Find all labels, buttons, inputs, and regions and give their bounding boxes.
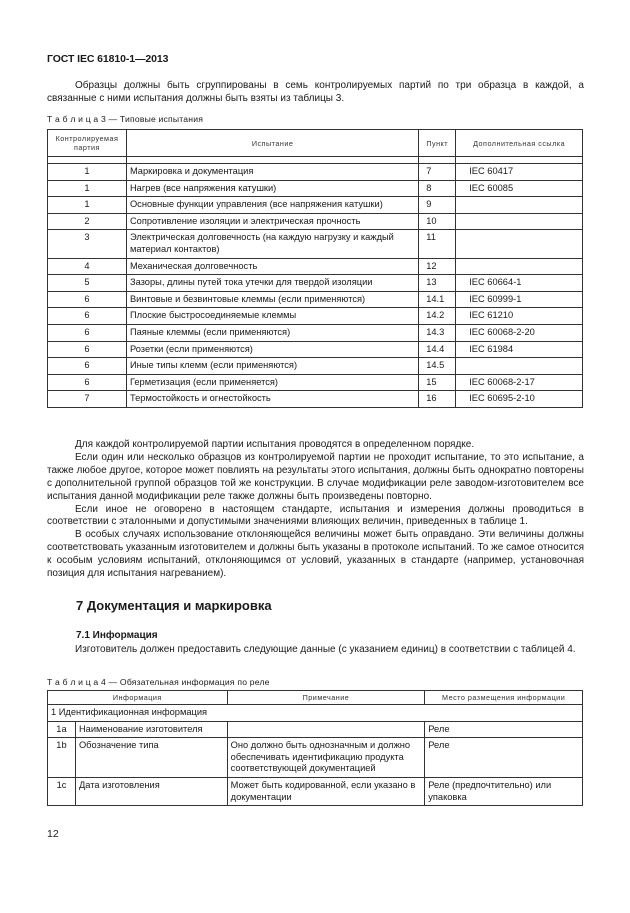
note-cell: Оно должно быть однозначным и должно обеспечивать идентификацию продукта соответствующей документацией <box>227 738 425 778</box>
test-cell: Зазоры, длины путей тока утечки для твердой изоляции <box>126 275 418 292</box>
test-cell: Винтовые и безвинтовые клеммы (если применяются) <box>126 291 418 308</box>
clause-cell: 14.5 <box>419 358 456 375</box>
intro-paragraph: Образцы должны быть сгруппированы в семь контролируемых партий по три образца в каждой, а связанные с ними испытания должны быть взяты из таблицы 3. <box>47 80 584 104</box>
table4-group-row <box>48 705 583 722</box>
table-row <box>48 324 583 341</box>
table-row <box>48 230 583 258</box>
section-title: 7 Документация и маркировка <box>76 598 272 613</box>
test-cell: Герметизация (если применяется) <box>126 374 418 391</box>
lot-cell: 4 <box>48 258 127 275</box>
test-cell: Иные типы клемм (если применяются) <box>126 358 418 375</box>
table-row <box>48 374 583 391</box>
clause-cell: 16 <box>419 391 456 408</box>
test-cell: Паяные клеммы (если применяются) <box>126 324 418 341</box>
place-cell: Реле (предпочтительно) или упаковка <box>425 777 583 805</box>
table3-header-test: Испытание <box>126 130 418 157</box>
table4-body <box>48 705 583 806</box>
lot-cell: 6 <box>48 308 127 325</box>
clause-cell: 13 <box>419 275 456 292</box>
table-row <box>48 213 583 230</box>
page-number: 12 <box>47 828 59 840</box>
clause-cell: 15 <box>419 374 456 391</box>
lot-cell: 6 <box>48 324 127 341</box>
table-row <box>48 721 583 738</box>
table-row <box>48 258 583 275</box>
note-cell: Может быть кодированной, если указано в документации <box>227 777 425 805</box>
subsection-text: Изготовитель должен предоставить следующие данные (с указанием единиц) в соответствии с таблицей 4. <box>75 644 576 655</box>
lot-cell: 6 <box>48 358 127 375</box>
lot-cell: 6 <box>48 374 127 391</box>
note-cell <box>227 721 425 738</box>
test-cell: Сопротивление изоляции и электрическая прочность <box>126 213 418 230</box>
body-paragraphs <box>47 439 584 581</box>
test-cell: Маркировка и документация <box>126 164 418 181</box>
table3-caption: Т а б л и ц а 3 — Типовые испытания <box>47 114 204 124</box>
subsection-title: 7.1 Информация <box>76 630 158 641</box>
clause-cell: 8 <box>419 180 456 197</box>
test-cell: Механическая долговечность <box>126 258 418 275</box>
clause-cell: 7 <box>419 164 456 181</box>
reference-cell: IEC 60068-2-17 <box>456 374 583 391</box>
test-cell: Плоские быстросоединяемые клеммы <box>126 308 418 325</box>
item-code-cell: 1a <box>48 721 76 738</box>
lot-cell: 1 <box>48 197 127 214</box>
clause-cell: 10 <box>419 213 456 230</box>
lot-cell: 7 <box>48 391 127 408</box>
table-row <box>48 180 583 197</box>
test-cell: Термостойкость и огнестойкость <box>126 391 418 408</box>
item-code-cell: 1c <box>48 777 76 805</box>
reference-cell: IEC 60664-1 <box>456 275 583 292</box>
place-cell: Реле <box>425 738 583 778</box>
paragraph-order: Для каждой контролируемой партии испытания проводятся в определенном порядке. <box>75 439 475 450</box>
clause-cell: 11 <box>419 230 456 258</box>
test-cell: Розетки (если применяются) <box>126 341 418 358</box>
reference-cell: IEC 60417 <box>456 164 583 181</box>
info-cell: Наименование изготовителя <box>75 721 227 738</box>
test-cell: Нагрев (все напряжения катушки) <box>126 180 418 197</box>
item-code-cell: 1b <box>48 738 76 778</box>
table4-group-label: 1 Идентификационная информация <box>48 705 583 722</box>
reference-cell: IEC 60068-2-20 <box>456 324 583 341</box>
table-row <box>48 275 583 292</box>
info-cell: Обозначение типа <box>75 738 227 778</box>
clause-cell: 14.4 <box>419 341 456 358</box>
reference-cell <box>456 197 583 214</box>
reference-cell: IEC 60695-2-10 <box>456 391 583 408</box>
lot-cell: 3 <box>48 230 127 258</box>
table3-spacer-row <box>48 157 583 164</box>
lot-cell: 6 <box>48 291 127 308</box>
place-cell: Реле <box>425 721 583 738</box>
clause-cell: 9 <box>419 197 456 214</box>
reference-cell: IEC 60999-1 <box>456 291 583 308</box>
table-row <box>48 291 583 308</box>
table3-body <box>48 157 583 408</box>
test-cell: Основные функции управления (все напряжения катушки) <box>126 197 418 214</box>
table-row <box>48 164 583 181</box>
paragraph-retest: Если один или несколько образцов из контролируемой партии не проходит испытание, то это испытание, а также любое другое, которое может повлиять на результаты этого испытания, должны быть однократно повторены с дополнительной группой образцов той же конструкции. В случае модификации реле заводом-изготовителем все испытания данной модификации реле также должны быть произведены повторно. <box>47 451 584 502</box>
lot-cell: 1 <box>48 164 127 181</box>
table-row <box>48 777 583 805</box>
table4-header-note: Примечание <box>227 691 425 705</box>
reference-cell: IEC 61984 <box>456 341 583 358</box>
reference-cell <box>456 213 583 230</box>
table-row <box>48 358 583 375</box>
test-cell: Электрическая долговечность (на каждую нагрузку и каждый материал контактов) <box>126 230 418 258</box>
info-cell: Дата изготовления <box>75 777 227 805</box>
table-row <box>48 738 583 778</box>
lot-cell: 2 <box>48 213 127 230</box>
lot-cell: 1 <box>48 180 127 197</box>
table4-header-info: Информация <box>48 691 228 705</box>
lot-cell: 6 <box>48 341 127 358</box>
reference-cell <box>456 230 583 258</box>
table3-header-reference: Дополнительная ссылка <box>456 130 583 157</box>
table4 <box>47 690 583 806</box>
table-row <box>48 197 583 214</box>
table3-header-lot: Контролируемая партия <box>48 130 127 157</box>
table4-header-place: Место размещения информации <box>425 691 583 705</box>
clause-cell: 14.3 <box>419 324 456 341</box>
clause-cell: 14.2 <box>419 308 456 325</box>
table-row <box>48 308 583 325</box>
reference-cell: IEC 60085 <box>456 180 583 197</box>
clause-cell: 14.1 <box>419 291 456 308</box>
reference-cell <box>456 258 583 275</box>
paragraph-special-cases: В особых случаях использование отклоняющейся величины может быть оправдано. Эти величины должны соответствовать указанным изготовителем и должны быть указаны в протоколе испытаний. То же самое относится к особым условиям испытаний, отклоняющимся от условий, указанных в стандарте (например, установочная позиция для испытания нагреванием). <box>47 529 584 580</box>
paragraph-reference-values: Если иное не оговорено в настоящем стандарте, испытания и измерения должны проводиться в соответствии с эталонными и допустимыми значениями влияющих величин, приведенных в таблице 1. <box>47 503 584 528</box>
reference-cell: IEC 61210 <box>456 308 583 325</box>
table4-caption: Т а б л и ц а 4 — Обязательная информация по реле <box>47 677 270 687</box>
table3 <box>47 129 583 408</box>
table3-header-clause: Пункт <box>419 130 456 157</box>
table-row <box>48 391 583 408</box>
lot-cell: 5 <box>48 275 127 292</box>
standard-code: ГОСТ IEC 61810-1—2013 <box>47 53 169 65</box>
reference-cell <box>456 358 583 375</box>
table-row <box>48 341 583 358</box>
clause-cell: 12 <box>419 258 456 275</box>
